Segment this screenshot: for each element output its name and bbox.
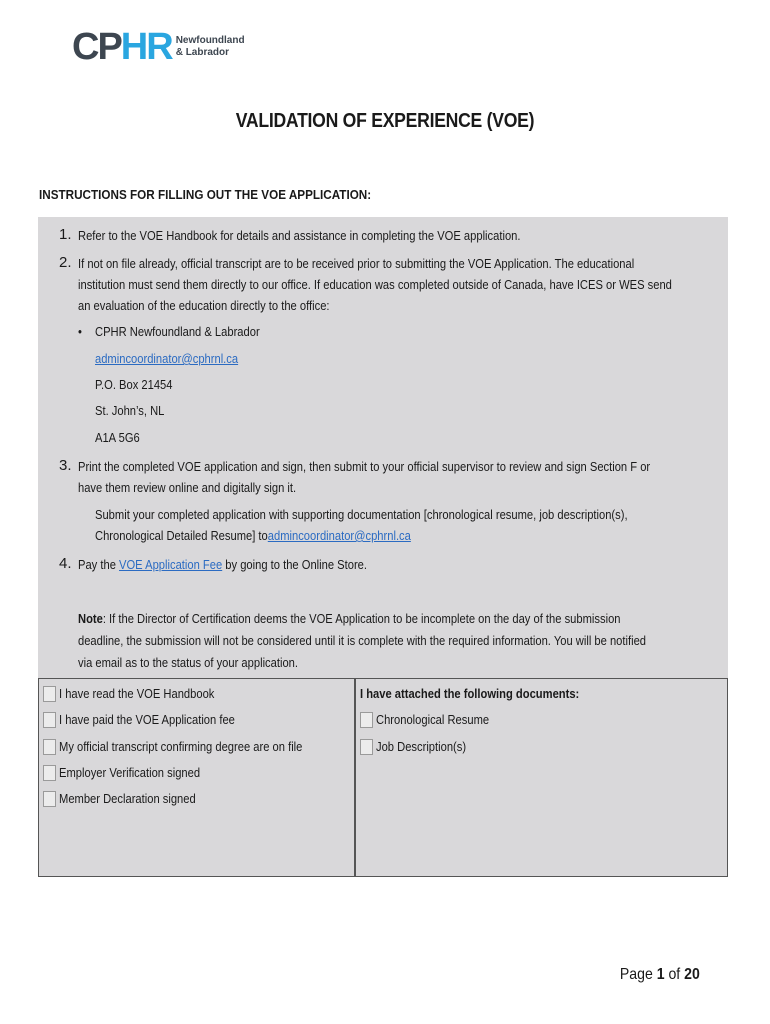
checklist-label: Employer Verification signed (59, 765, 201, 780)
checkbox-job-description[interactable] (360, 739, 373, 755)
page-title: VALIDATION OF EXPERIENCE (VOE) (235, 110, 535, 132)
note-text: via email as to the status of your application. (78, 655, 298, 670)
item-2-text: institution must send them directly to our office. If education was completed outside of Canada, have ICES or WES send (78, 277, 672, 292)
checkbox-chronological-resume[interactable] (360, 712, 373, 728)
checklist-label: I have read the VOE Handbook (59, 686, 215, 701)
page-number: Page 1 of 20 (620, 966, 700, 983)
checklist-label: Member Declaration signed (59, 791, 196, 806)
logo-mark: CPHR (72, 26, 172, 68)
bullet: • (78, 324, 82, 339)
item-number: 4. (59, 555, 72, 572)
checkbox-read-handbook[interactable] (43, 686, 56, 702)
cphr-logo (72, 28, 245, 66)
note-text: deadline, the submission will not be considered until it is complete with the required information. You will be notified (78, 633, 647, 648)
item-2-text: an evaluation of the education directly to the office: (78, 298, 330, 313)
address-po-box: P.O. Box 21454 (95, 377, 173, 392)
item-3-text: have them review online and digitally sign it. (78, 480, 297, 495)
item-3-text: Chronological Detailed Resume] toadmincoordinator@cphrnl.ca (95, 528, 411, 543)
checkbox-member-declaration[interactable] (43, 791, 56, 807)
checklist-divider (354, 678, 356, 877)
submit-email-link[interactable]: admincoordinator@cphrnl.ca (267, 528, 411, 543)
note-label: Note (78, 611, 103, 626)
item-3-text: Print the completed VOE application and sign, then submit to your official supervisor to review and sign Section F or (78, 459, 651, 474)
note-text: Note: If the Director of Certification deems the VOE Application to be incomplete on the day of the submission (78, 611, 621, 626)
checklist-label: Chronological Resume (376, 712, 490, 727)
item-2-text: If not on file already, official transcript are to be received prior to submitting the VOE Application. The educational (78, 256, 635, 271)
address-email-link[interactable]: admincoordinator@cphrnl.ca (95, 351, 239, 366)
address-city: St. John’s, NL (95, 403, 165, 418)
item-3-text: Submit your completed application with supporting documentation [chronological resume, job description(s), (95, 507, 628, 522)
checkbox-transcript[interactable] (43, 739, 56, 755)
instructions-heading: INSTRUCTIONS FOR FILLING OUT THE VOE APPLICATION: (39, 187, 372, 202)
address-postal: A1A 5G6 (95, 430, 140, 445)
checklist-label: I have paid the VOE Application fee (59, 712, 235, 727)
checkbox-paid-fee[interactable] (43, 712, 56, 728)
item-4-text: Pay the VOE Application Fee by going to the Online Store. (78, 557, 368, 572)
address-name: CPHR Newfoundland & Labrador (95, 324, 260, 339)
logo-subtitle: Newfoundland & Labrador (175, 35, 245, 58)
item-1-text: Refer to the VOE Handbook for details and assistance in completing the VOE application. (78, 228, 521, 243)
item-number: 1. (59, 226, 72, 243)
attached-docs-heading: I have attached the following documents: (360, 686, 580, 701)
checkbox-employer-verification[interactable] (43, 765, 56, 781)
checklist-label: Job Description(s) (376, 739, 467, 754)
checklist-label: My official transcript confirming degree are on file (59, 739, 303, 754)
item-number: 3. (59, 457, 72, 474)
item-number: 2. (59, 254, 72, 271)
voe-fee-link[interactable]: VOE Application Fee (119, 557, 223, 572)
